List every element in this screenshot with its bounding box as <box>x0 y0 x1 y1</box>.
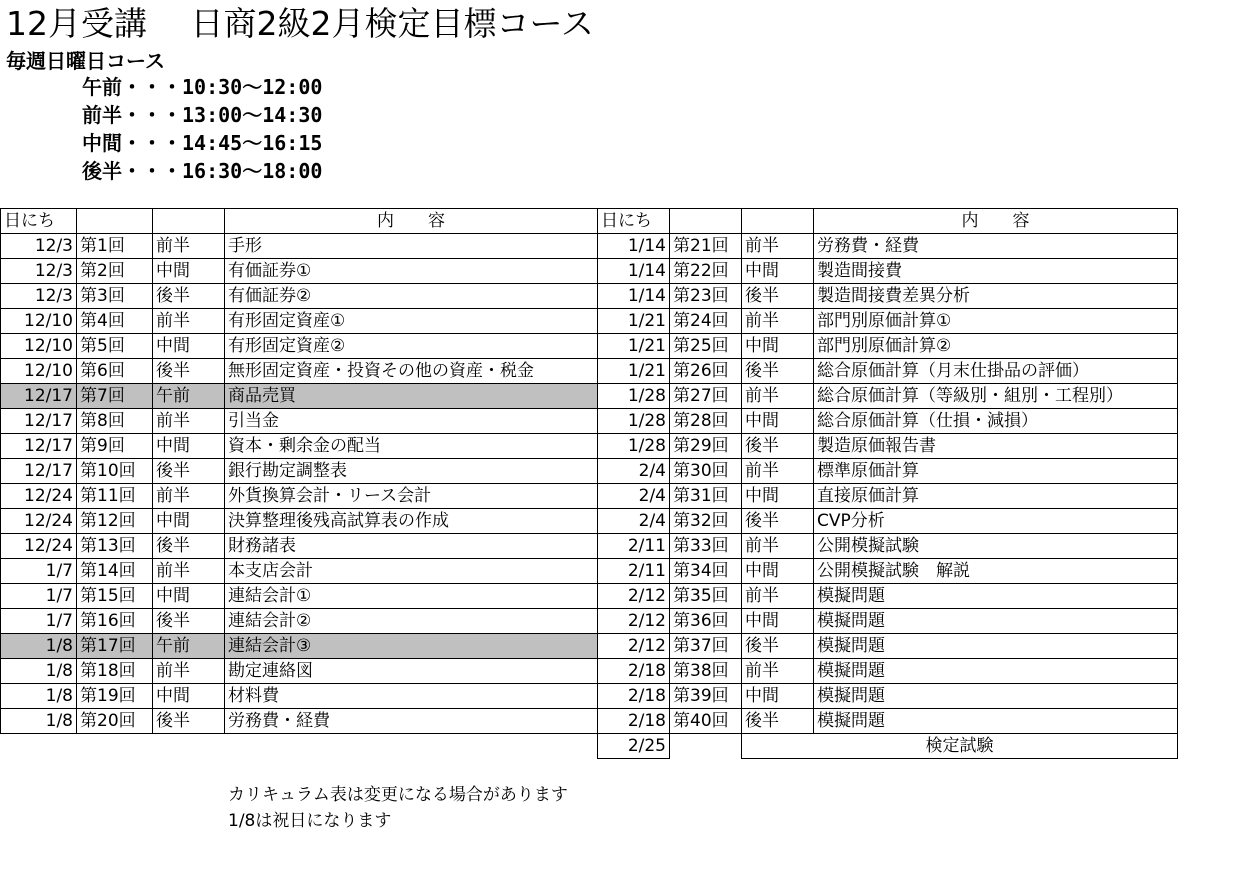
table-header-row <box>1 209 598 234</box>
cell-content: 労務費・経費 <box>225 709 598 734</box>
cell-lesson: 第27回 <box>670 384 742 409</box>
cell-lesson: 第9回 <box>77 434 153 459</box>
cell-lesson: 第26回 <box>670 359 742 384</box>
cell-lesson: 第20回 <box>77 709 153 734</box>
cell-slot: 前半 <box>742 459 814 484</box>
table-row <box>1 359 598 384</box>
cell-lesson: 第3回 <box>77 284 153 309</box>
note-holiday: 1/8は祝日になります <box>228 811 392 831</box>
cell-date: 1/21 <box>598 309 670 334</box>
cell-date: 2/4 <box>598 484 670 509</box>
cell-lesson: 第40回 <box>670 709 742 734</box>
cell-slot: 前半 <box>742 584 814 609</box>
cell-slot: 前半 <box>742 659 814 684</box>
cell-date: 2/11 <box>598 534 670 559</box>
cell-date: 1/14 <box>598 259 670 284</box>
table-row <box>598 309 1178 334</box>
cell-date: 12/10 <box>1 359 77 384</box>
cell-slot: 後半 <box>153 459 225 484</box>
cell-slot: 後半 <box>742 359 814 384</box>
table-row <box>598 234 1178 259</box>
cell-content: 部門別原価計算② <box>814 334 1178 359</box>
cell-slot: 後半 <box>153 534 225 559</box>
cell-content: 製造間接費 <box>814 259 1178 284</box>
cell-date: 12/24 <box>1 484 77 509</box>
page-title: 12月受講 日商2級2月検定目標コース <box>6 4 594 43</box>
schedule-line: 中間・・・14:45～16:15 <box>82 131 323 155</box>
table-row <box>1 259 598 284</box>
cell-slot: 中間 <box>153 434 225 459</box>
cell-date: 1/28 <box>598 384 670 409</box>
cell-slot: 前半 <box>153 659 225 684</box>
table-row <box>598 434 1178 459</box>
cell-lesson: 第8回 <box>77 409 153 434</box>
table-row <box>1 384 598 409</box>
cell-lesson: 第25回 <box>670 334 742 359</box>
exam-date: 2/25 <box>598 734 670 759</box>
course-subtitle: 毎週日曜日コース <box>6 49 165 73</box>
table-header-row <box>598 209 1178 234</box>
cell-slot: 後半 <box>742 509 814 534</box>
cell-date: 1/21 <box>598 334 670 359</box>
table-row <box>598 409 1178 434</box>
cell-date: 12/17 <box>1 409 77 434</box>
cell-slot: 後半 <box>153 609 225 634</box>
cell-slot: 前半 <box>153 484 225 509</box>
cell-date: 12/17 <box>1 384 77 409</box>
table-row <box>598 634 1178 659</box>
exam-content: 検定試験 <box>742 734 1178 759</box>
cell-content: 総合原価計算（仕損・減損） <box>814 409 1178 434</box>
cell-date: 12/3 <box>1 234 77 259</box>
table-row <box>1 434 598 459</box>
cell-content: 商品売買 <box>225 384 598 409</box>
cell-lesson: 第37回 <box>670 634 742 659</box>
cell-content: 有形固定資産① <box>225 309 598 334</box>
schedule-line: 午前・・・10:30～12:00 <box>82 75 323 99</box>
header-content: 内 容 <box>225 209 598 234</box>
cell-slot: 後半 <box>153 709 225 734</box>
cell-content: 有価証券② <box>225 284 598 309</box>
table-row <box>1 509 598 534</box>
cell-slot: 後半 <box>742 434 814 459</box>
table-row <box>598 659 1178 684</box>
cell-lesson: 第22回 <box>670 259 742 284</box>
cell-lesson: 第4回 <box>77 309 153 334</box>
table-row <box>598 259 1178 284</box>
cell-content: 無形固定資産・投資その他の資産・税金 <box>225 359 598 384</box>
cell-lesson: 第7回 <box>77 384 153 409</box>
cell-content: 銀行勘定調整表 <box>225 459 598 484</box>
cell-slot: 中間 <box>153 684 225 709</box>
table-row <box>598 359 1178 384</box>
cell-date: 12/10 <box>1 334 77 359</box>
cell-content: 模擬問題 <box>814 684 1178 709</box>
cell-slot: 中間 <box>742 259 814 284</box>
cell-slot: 後半 <box>742 634 814 659</box>
cell-slot: 前半 <box>153 559 225 584</box>
cell-lesson: 第11回 <box>77 484 153 509</box>
cell-lesson: 第13回 <box>77 534 153 559</box>
cell-date: 1/8 <box>1 709 77 734</box>
cell-content: 引当金 <box>225 409 598 434</box>
cell-date: 1/14 <box>598 284 670 309</box>
cell-content: 総合原価計算（月末仕掛品の評価） <box>814 359 1178 384</box>
cell-content: 総合原価計算（等級別・組別・工程別） <box>814 384 1178 409</box>
table-row <box>1 459 598 484</box>
table-row <box>1 334 598 359</box>
cell-slot: 前半 <box>742 384 814 409</box>
cell-lesson: 第1回 <box>77 234 153 259</box>
cell-date: 12/17 <box>1 459 77 484</box>
cell-content: 公開模擬試験 解説 <box>814 559 1178 584</box>
cell-date: 12/3 <box>1 259 77 284</box>
cell-content: 模擬問題 <box>814 584 1178 609</box>
cell-date: 1/8 <box>1 659 77 684</box>
cell-date: 1/21 <box>598 359 670 384</box>
table-row <box>1 709 598 734</box>
cell-content: 資本・剰余金の配当 <box>225 434 598 459</box>
cell-content: 勘定連絡図 <box>225 659 598 684</box>
table-row <box>598 484 1178 509</box>
cell-content: 連結会計③ <box>225 634 598 659</box>
cell-slot: 前半 <box>153 309 225 334</box>
cell-date: 2/4 <box>598 459 670 484</box>
cell-date: 12/24 <box>1 534 77 559</box>
cell-content: 模擬問題 <box>814 609 1178 634</box>
cell-lesson: 第23回 <box>670 284 742 309</box>
cell-lesson: 第12回 <box>77 509 153 534</box>
cell-date: 1/7 <box>1 609 77 634</box>
table-row <box>598 609 1178 634</box>
cell-content: 部門別原価計算① <box>814 309 1178 334</box>
cell-content: 材料費 <box>225 684 598 709</box>
cell-slot: 中間 <box>153 584 225 609</box>
cell-date: 2/12 <box>598 634 670 659</box>
cell-date: 2/18 <box>598 659 670 684</box>
header-content: 内 容 <box>814 209 1178 234</box>
cell-lesson: 第21回 <box>670 234 742 259</box>
curriculum-table-left <box>0 208 598 734</box>
cell-slot: 中間 <box>742 484 814 509</box>
cell-slot: 後半 <box>153 284 225 309</box>
cell-lesson: 第34回 <box>670 559 742 584</box>
table-row <box>598 509 1178 534</box>
cell-content: 手形 <box>225 234 598 259</box>
cell-slot: 前半 <box>153 409 225 434</box>
cell-content: 直接原価計算 <box>814 484 1178 509</box>
curriculum-table-right <box>597 208 1178 759</box>
cell-date: 1/28 <box>598 434 670 459</box>
cell-slot: 中間 <box>742 334 814 359</box>
cell-content: 連結会計② <box>225 609 598 634</box>
cell-content: 公開模擬試験 <box>814 534 1178 559</box>
cell-slot: 中間 <box>742 559 814 584</box>
table-row <box>1 559 598 584</box>
cell-date: 1/7 <box>1 559 77 584</box>
cell-lesson: 第15回 <box>77 584 153 609</box>
cell-content: 模擬問題 <box>814 634 1178 659</box>
cell-lesson: 第31回 <box>670 484 742 509</box>
cell-lesson: 第5回 <box>77 334 153 359</box>
table-row <box>1 534 598 559</box>
cell-slot: 中間 <box>153 259 225 284</box>
table-row <box>1 309 598 334</box>
cell-date: 12/10 <box>1 309 77 334</box>
cell-date: 1/8 <box>1 634 77 659</box>
table-row <box>1 659 598 684</box>
table-row <box>598 709 1178 734</box>
table-row <box>598 584 1178 609</box>
cell-date: 2/12 <box>598 609 670 634</box>
table-row <box>598 684 1178 709</box>
cell-date: 12/24 <box>1 509 77 534</box>
table-row <box>1 634 598 659</box>
cell-slot: 中間 <box>742 684 814 709</box>
cell-slot: 中間 <box>742 409 814 434</box>
cell-slot: 前半 <box>153 234 225 259</box>
cell-content: 本支店会計 <box>225 559 598 584</box>
cell-lesson: 第39回 <box>670 684 742 709</box>
cell-slot: 前半 <box>742 534 814 559</box>
cell-slot: 中間 <box>153 509 225 534</box>
schedule-line: 後半・・・16:30～18:00 <box>82 159 323 183</box>
table-row <box>598 459 1178 484</box>
table-row <box>1 609 598 634</box>
cell-lesson: 第14回 <box>77 559 153 584</box>
cell-content: 製造間接費差異分析 <box>814 284 1178 309</box>
table-row <box>1 584 598 609</box>
table-row <box>1 409 598 434</box>
cell-lesson: 第29回 <box>670 434 742 459</box>
table-row <box>598 534 1178 559</box>
cell-content: 模擬問題 <box>814 659 1178 684</box>
cell-slot: 中間 <box>742 609 814 634</box>
cell-lesson: 第36回 <box>670 609 742 634</box>
table-row <box>598 284 1178 309</box>
cell-slot: 後半 <box>153 359 225 384</box>
cell-lesson: 第19回 <box>77 684 153 709</box>
table-row <box>598 334 1178 359</box>
cell-lesson: 第6回 <box>77 359 153 384</box>
schedule-line: 前半・・・13:00～14:30 <box>82 103 323 127</box>
note-curriculum-change: カリキュラム表は変更になる場合があります <box>228 785 568 805</box>
cell-content: 外貨換算会計・リース会計 <box>225 484 598 509</box>
cell-lesson: 第24回 <box>670 309 742 334</box>
cell-slot: 後半 <box>742 709 814 734</box>
cell-date: 12/17 <box>1 434 77 459</box>
cell-date: 2/18 <box>598 709 670 734</box>
cell-content: 有形固定資産② <box>225 334 598 359</box>
cell-slot: 前半 <box>742 309 814 334</box>
cell-slot: 午前 <box>153 634 225 659</box>
cell-lesson: 第2回 <box>77 259 153 284</box>
cell-lesson: 第32回 <box>670 509 742 534</box>
cell-lesson: 第18回 <box>77 659 153 684</box>
cell-date: 1/7 <box>1 584 77 609</box>
cell-lesson: 第33回 <box>670 534 742 559</box>
cell-lesson: 第28回 <box>670 409 742 434</box>
cell-date: 2/12 <box>598 584 670 609</box>
cell-lesson: 第30回 <box>670 459 742 484</box>
cell-slot: 前半 <box>742 234 814 259</box>
cell-date: 2/11 <box>598 559 670 584</box>
cell-content: CVP分析 <box>814 509 1178 534</box>
cell-lesson: 第17回 <box>77 634 153 659</box>
cell-content: 連結会計① <box>225 584 598 609</box>
cell-lesson: 第38回 <box>670 659 742 684</box>
cell-content: 財務諸表 <box>225 534 598 559</box>
cell-lesson: 第16回 <box>77 609 153 634</box>
cell-slot: 午前 <box>153 384 225 409</box>
header-date: 日にち <box>598 209 670 234</box>
cell-content: 製造原価報告書 <box>814 434 1178 459</box>
header-date: 日にち <box>1 209 77 234</box>
table-row <box>1 684 598 709</box>
cell-slot: 中間 <box>153 334 225 359</box>
table-row <box>598 384 1178 409</box>
cell-content: 標準原価計算 <box>814 459 1178 484</box>
cell-slot: 後半 <box>742 284 814 309</box>
cell-content: 決算整理後残高試算表の作成 <box>225 509 598 534</box>
cell-date: 1/8 <box>1 684 77 709</box>
cell-content: 有価証券① <box>225 259 598 284</box>
cell-date: 1/28 <box>598 409 670 434</box>
cell-date: 2/18 <box>598 684 670 709</box>
table-row <box>1 484 598 509</box>
cell-date: 1/14 <box>598 234 670 259</box>
cell-content: 模擬問題 <box>814 709 1178 734</box>
exam-row <box>598 734 1178 759</box>
cell-date: 12/3 <box>1 284 77 309</box>
cell-lesson: 第10回 <box>77 459 153 484</box>
table-row <box>598 559 1178 584</box>
cell-content: 労務費・経費 <box>814 234 1178 259</box>
table-row <box>1 234 598 259</box>
table-row <box>1 284 598 309</box>
cell-date: 2/4 <box>598 509 670 534</box>
cell-lesson: 第35回 <box>670 584 742 609</box>
